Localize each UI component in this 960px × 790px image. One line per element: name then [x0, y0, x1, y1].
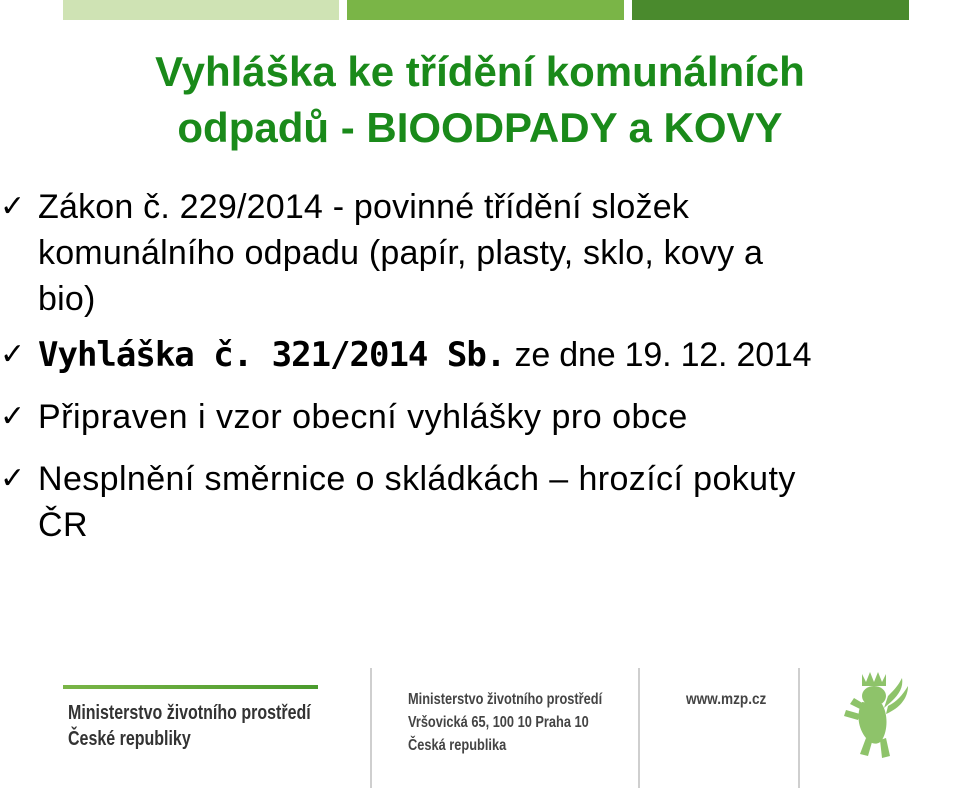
bullet-item-zakon [0, 184, 960, 322]
check-icon: ✓ [0, 462, 26, 495]
bullet-line: ČR [38, 506, 88, 544]
bullet-item-vzor [0, 394, 960, 440]
check-icon: ✓ [0, 190, 26, 223]
logo-line-1: Ministerstvo životního prostředí [68, 702, 311, 724]
footer-divider [370, 668, 372, 788]
title-line-2: odpadů - BIOODPADY a KOVY [177, 104, 783, 151]
logo-line-2: České republiky [68, 728, 191, 750]
ministry-logo-text [68, 700, 371, 752]
address-line-2: Vršovická 65, 100 10 Praha 10 [408, 714, 589, 731]
footer [0, 660, 960, 790]
bullet-bold-text: Vyhláška č. 321/2014 Sb. [38, 335, 506, 375]
bullet-text: Připraven i vzor obecní vyhlášky pro obce [38, 398, 688, 436]
top-bar-light [63, 0, 339, 20]
check-icon: ✓ [0, 400, 26, 433]
slide-title [0, 44, 960, 156]
footer-divider [798, 668, 800, 788]
bullet-item-smernice [0, 456, 960, 548]
bullet-item-vyhlaska [0, 332, 960, 378]
top-bar-dark [632, 0, 909, 20]
footer-divider [638, 668, 640, 788]
check-icon: ✓ [0, 338, 25, 371]
address-line-3: Česká republika [408, 737, 507, 754]
website-link[interactable]: www.mzp.cz [686, 691, 767, 708]
address-line-1: Ministerstvo životního prostředí [408, 691, 603, 708]
footer-address [408, 688, 651, 757]
bullet-line: Nesplnění směrnice o skládkách – hrozící pokuty [38, 460, 796, 498]
title-line-1: Vyhláška ke třídění komunálních [155, 48, 805, 95]
top-decorative-bars [0, 0, 960, 22]
footer-website [686, 688, 781, 711]
czech-lion-icon [832, 668, 912, 768]
bullet-line: Zákon č. 229/2014 - povinné třídění složek [38, 188, 690, 226]
footer-logo-bar [63, 685, 318, 689]
bullet-text: ze dne 19. 12. 2014 [505, 336, 812, 374]
top-bar-mid [347, 0, 624, 20]
bullet-list [0, 184, 960, 548]
bullet-line: bio) [38, 280, 96, 318]
bullet-line: komunálního odpadu (papír, plasty, sklo, kovy a [38, 234, 764, 272]
